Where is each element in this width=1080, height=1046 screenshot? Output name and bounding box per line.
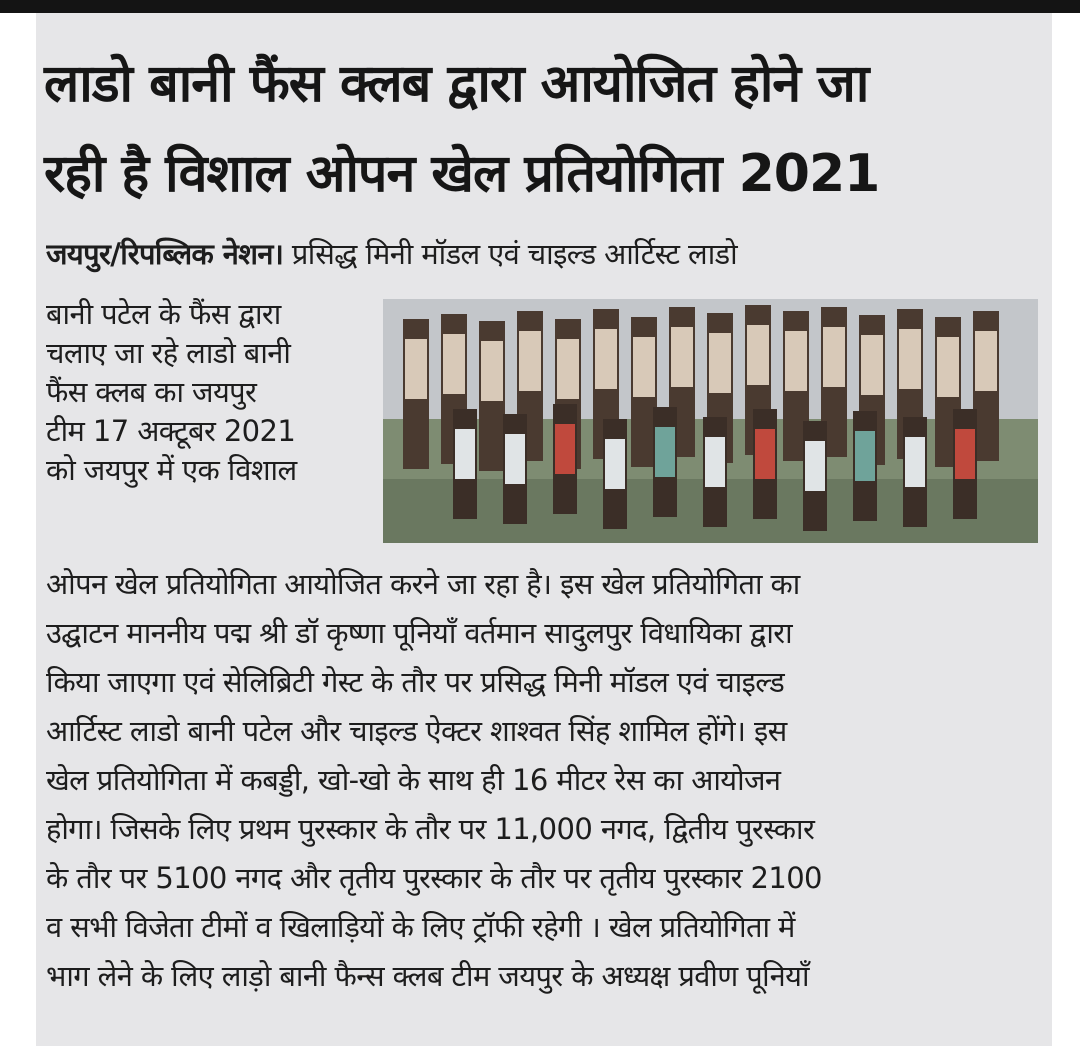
newspaper-clipping <box>36 13 1052 1046</box>
paragraph-line: होगा। जिसके लिए प्रथम पुरस्कार के तौर पर 11,000 नगद, द्वितीय पुरस्कार <box>46 812 815 846</box>
paragraph-line: उद्घाटन माननीय पद्म श्री डॉ कृष्णा पूनियाँ वर्तमान सादुलपुर विधायिका द्वारा <box>46 616 792 650</box>
dateline: जयपुर/रिपब्लिक नेशन। <box>46 237 284 271</box>
wrapped-paragraph <box>46 295 364 490</box>
wrapped-line: को जयपुर में एक विशाल <box>46 453 297 487</box>
cut-off-text-line <box>44 13 1034 19</box>
first-line <box>46 235 1042 274</box>
headline-line-2: रही है विशाल ओपन खेल प्रतियोगिता 2021 <box>44 144 880 204</box>
paragraph-line: व सभी विजेता टीमों व खिलाड़ियों के लिए ट्रॉफी रहेगी । खेल प्रतियोगिता में <box>46 910 795 944</box>
top-dark-bar <box>0 0 1080 13</box>
intro-text: प्रसिद्ध मिनी मॉडल एवं चाइल्ड आर्टिस्ट लाडो <box>283 237 738 271</box>
headline-line-1: लाडो बानी फैंस क्लब द्वारा आयोजित होने जा <box>44 54 869 114</box>
wrapped-line: चलाए जा रहे लाडो बानी <box>46 336 291 370</box>
paragraph-line: भाग लेने के लिए लाड़ो बानी फैन्स क्लब टीम जयपुर के अध्यक्ष प्रवीण पूनियाँ <box>46 959 809 993</box>
paragraph-line: ओपन खेल प्रतियोगिता आयोजित करने जा रहा है। इस खेल प्रतियोगिता का <box>46 567 800 601</box>
paragraph-line: किया जाएगा एवं सेलिब्रिटी गेस्ट के तौर पर प्रसिद्ध मिनी मॉडल एवं चाइल्ड <box>46 665 785 699</box>
headline <box>44 39 1044 219</box>
wrapped-line: बानी पटेल के फैंस द्वारा <box>46 297 281 331</box>
wrapped-line: फैंस क्लब का जयपुर <box>46 375 257 409</box>
paragraph-line: खेल प्रतियोगिता में कबड्डी, खो-खो के साथ ही 16 मीटर रेस का आयोजन <box>46 763 781 797</box>
paragraph-line: के तौर पर 5100 नगद और तृतीय पुरस्कार के तौर पर तृतीय पुरस्कार 2100 <box>46 861 822 895</box>
paragraph-line: आर्टिस्ट लाडो बानी पटेल और चाइल्ड ऐक्टर शाश्वत सिंह शामिल होंगे। इस <box>46 714 787 748</box>
group-photo <box>383 299 1038 543</box>
wrapped-line: टीम 17 अक्टूबर 2021 <box>46 414 296 448</box>
group-photo-illustration <box>383 299 1038 543</box>
